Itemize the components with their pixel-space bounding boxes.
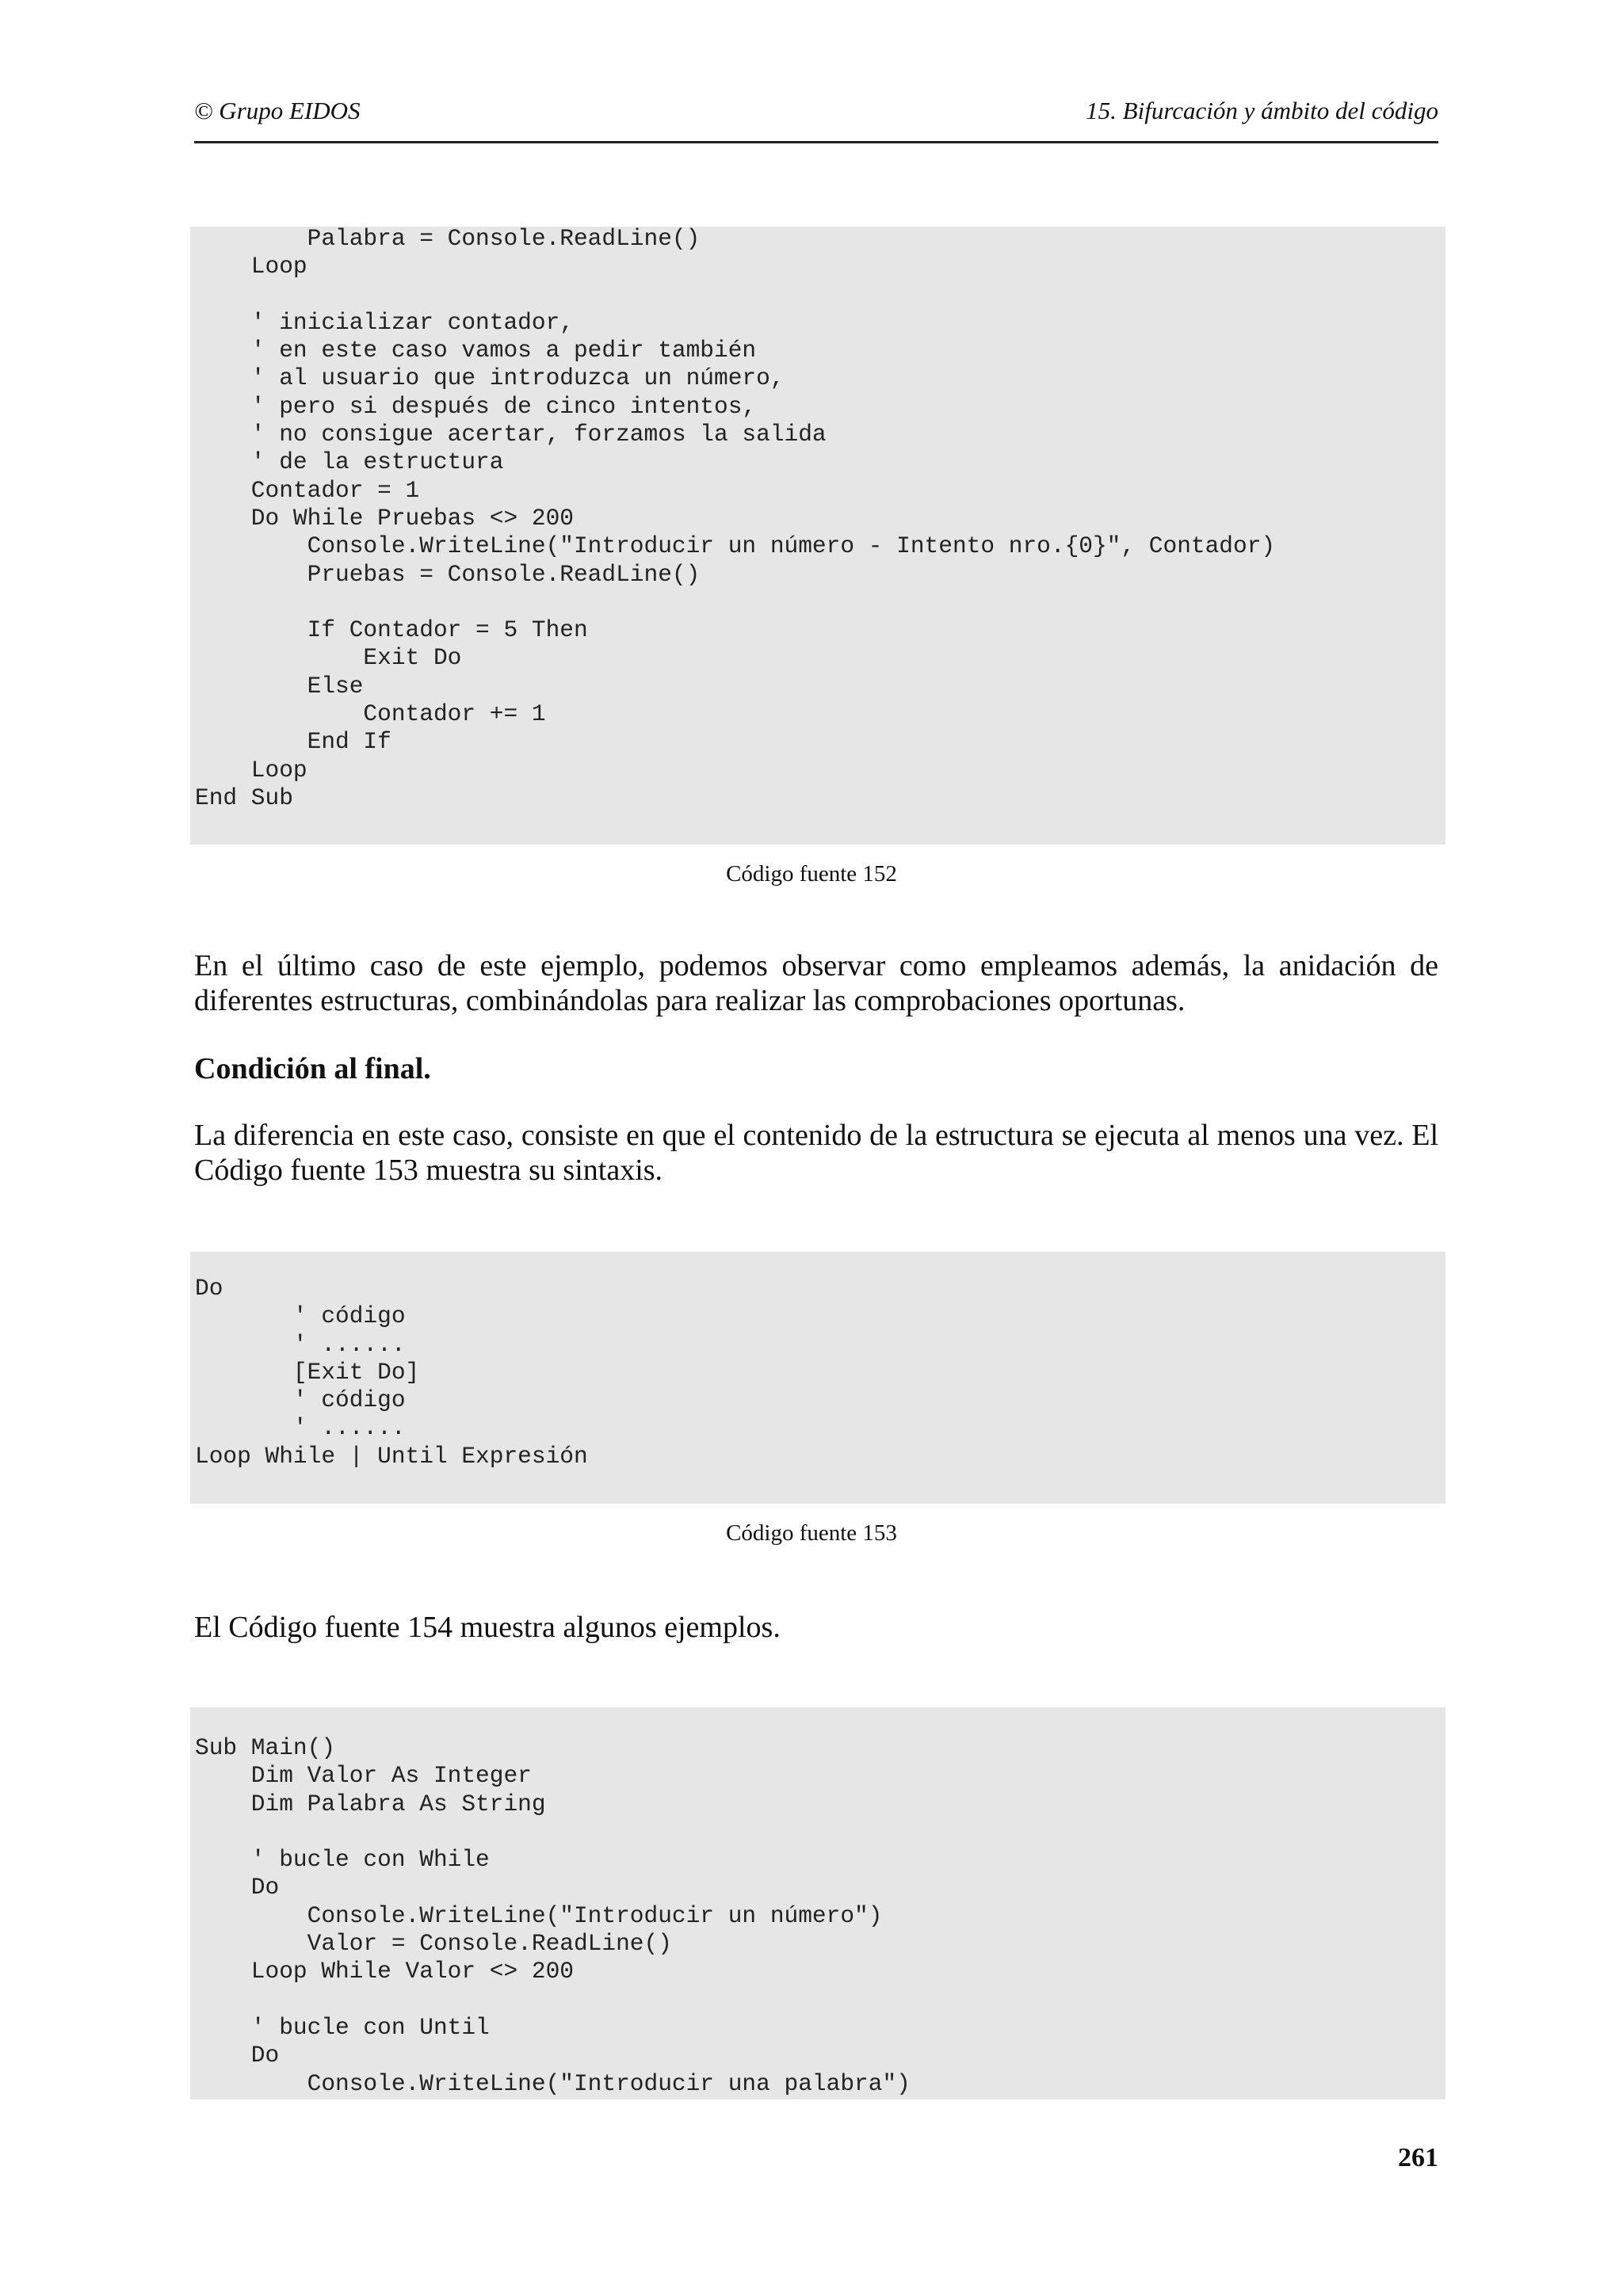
header-publisher: © Grupo EIDOS (194, 97, 361, 124)
code-listing: Sub Main() Dim Valor As Integer Dim Palabra As String ' bucle con While Do Console.WriteLine("Introducir un número") Valor = Console.ReadLine() Loop While Valor <> 200 ' bucle con Until Do Console.WriteLine("Introducir una palabra") (195, 1734, 911, 2097)
body-paragraph: El Código fuente 154 muestra algunos ejemplos. (194, 1611, 781, 1644)
code-listing: Palabra = Console.ReadLine() Loop ' inicializar contador, ' en este caso vamos a pedir también ' al usuario que introduzca un número, ' pero si después de cinco intentos, ' no consigue acertar, forzamos la salida ' de la estructura Contador = 1 Do While Pruebas <> 200 Console.WriteLine("Introducir un número - Intento nro.{0}", Contador) Pruebas = Console.ReadLine() If Contador = 5 Then Exit Do Else Contador += 1 End If Loop End Sub (195, 225, 1276, 811)
body-paragraph: En el último caso de este ejemplo, podemos observar como empleamos además, la anidación de diferentes estructuras, combinándolas para realizar las comprobaciones oportunas. (194, 949, 1438, 1017)
body-paragraph: La diferencia en este caso, consiste en que el contenido de la estructura se ejecuta al menos una vez. El Código fuente 153 muestra su sintaxis. (194, 1119, 1438, 1187)
code-caption: Código fuente 153 (726, 1520, 897, 1546)
code-block-153 (190, 1252, 1445, 1504)
page-header (194, 93, 1438, 143)
code-caption: Código fuente 152 (726, 861, 897, 887)
code-block-152 (190, 227, 1445, 845)
code-block-154 (190, 1707, 1445, 2100)
header-chapter-title: 15. Bifurcación y ámbito del código (1086, 97, 1438, 124)
page-number: 261 (1398, 2143, 1438, 2172)
section-heading: Condición al final. (194, 1052, 431, 1085)
code-listing: Do ' código ' ...... [Exit Do] ' código ' ...... Loop While | Until Expresión (195, 1275, 588, 1470)
